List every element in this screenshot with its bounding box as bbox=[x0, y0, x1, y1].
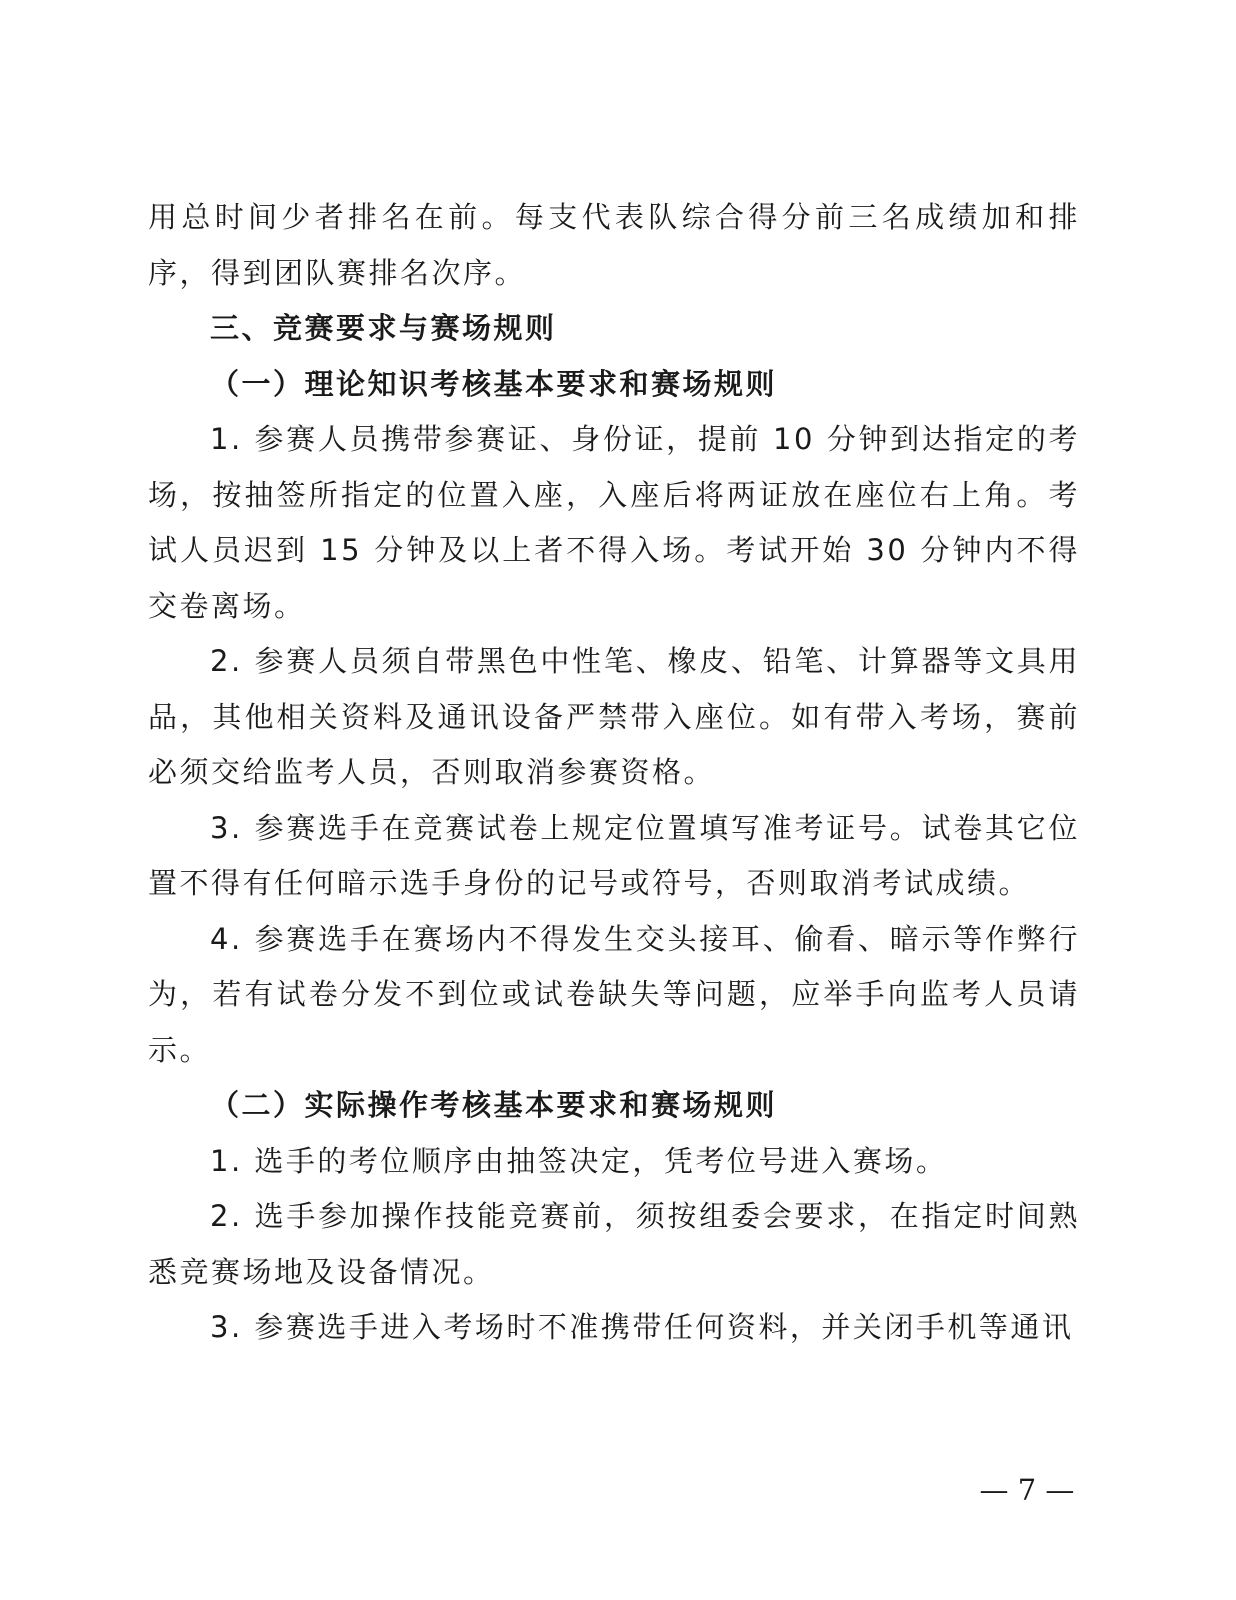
theory-rule-2: 2. 参赛人员须自带黑色中性笔、橡皮、铅笔、计算器等文具用品，其他相关资料及通讯设备严禁带入座位。如有带入考场，赛前必须交给监考人员，否则取消参赛资格。 bbox=[148, 644, 1080, 789]
page-number: — 7 — bbox=[979, 1473, 1075, 1507]
theory-rule-1: 1. 参赛人员携带参赛证、身份证，提前 10 分钟到达指定的考场，按抽签所指定的位置入座，入座后将两证放在座位右上角。考试人员迟到 15 分钟及以上者不得入场。考试开始 30 分钟内不得交卷离场。 bbox=[148, 422, 1080, 623]
practical-rule-2: 2. 选手参加操作技能竞赛前，须按组委会要求，在指定时间熟悉竞赛场地及设备情况。 bbox=[148, 1199, 1080, 1289]
practical-rule-3: 3. 参赛选手进入考场时不准携带任何资料，并关闭手机等通讯 bbox=[210, 1310, 1074, 1344]
subsection-heading-theory: （一）理论知识考核基本要求和赛场规则 bbox=[210, 366, 778, 401]
section-heading-competition-rules: 三、竞赛要求与赛场规则 bbox=[210, 311, 557, 345]
practical-rule-1: 1. 选手的考位顺序由抽签决定，凭考位号进入赛场。 bbox=[210, 1143, 948, 1178]
subsection-heading-practical: （二）实际操作考核基本要求和赛场规则 bbox=[210, 1088, 778, 1122]
document-body bbox=[148, 190, 1080, 1356]
theory-rule-3: 3. 参赛选手在竞赛试卷上规定位置填写准考证号。试卷其它位置不得有任何暗示选手身份的记号或符号，否则取消考试成绩。 bbox=[148, 810, 1080, 900]
paragraph-team-ranking: 用总时间少者排名在前。每支代表队综合得分前三名成绩加和排序，得到团队赛排名次序。 bbox=[148, 200, 1080, 290]
theory-rule-4: 4. 参赛选手在赛场内不得发生交头接耳、偷看、暗示等作弊行为，若有试卷分发不到位或试卷缺失等问题，应举手向监考人员请示。 bbox=[148, 921, 1080, 1067]
